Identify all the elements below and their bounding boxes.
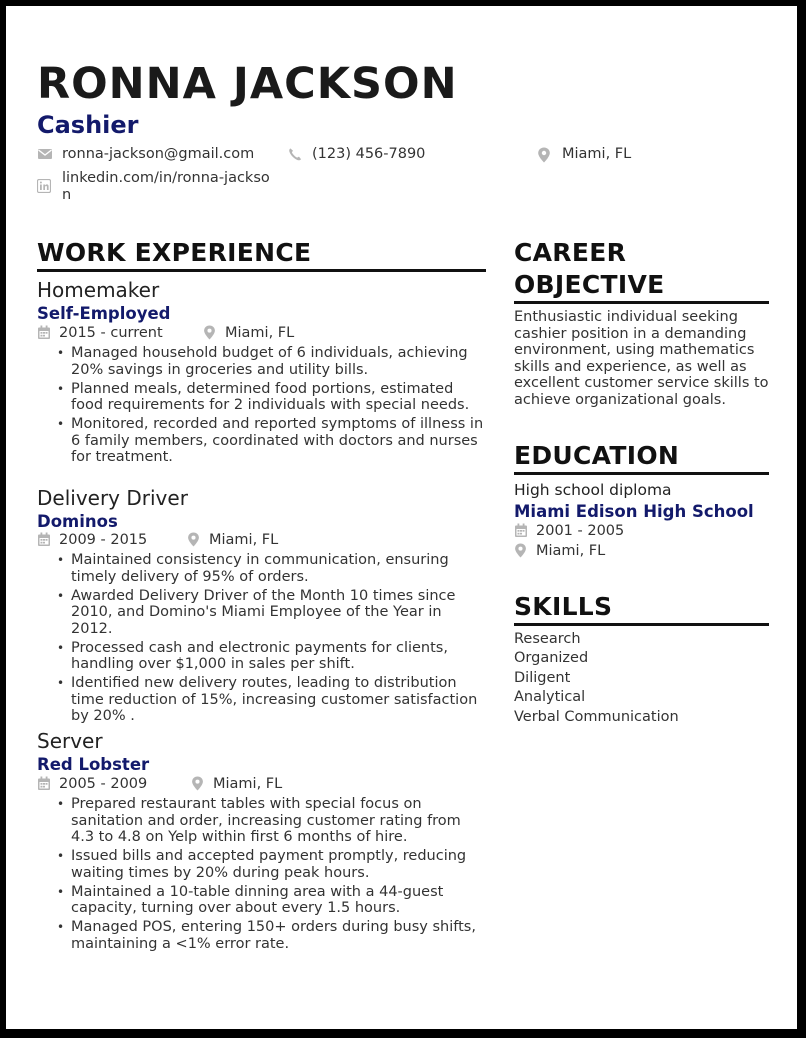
map-pin-icon (191, 776, 204, 791)
contact-linkedin[interactable] (37, 170, 287, 206)
education-dates-text: 2001 - 2005 (536, 523, 625, 539)
phone-icon (287, 147, 303, 162)
job-location (187, 531, 307, 549)
phone-text: (123) 456-7890 (312, 146, 426, 162)
list-item: • Maintained consistency in communication, ensuring timely delivery of 95% of orders. (57, 552, 487, 585)
envelope-icon (37, 147, 53, 161)
list-item: • Processed cash and electronic payments for clients, handling over $1,000 in sales per shift. (57, 640, 487, 673)
job-company: Self-Employed (37, 304, 171, 323)
map-pin-icon (514, 543, 527, 558)
job-bullets (57, 552, 487, 727)
education-location (514, 542, 664, 560)
linkedin-text-line2: n (62, 187, 72, 203)
list-item: • Managed POS, entering 150+ orders during busy shifts, maintaining a <1% error rate. (57, 919, 487, 952)
candidate-name: RONNA JACKSON (37, 59, 458, 109)
linkedin-icon (37, 179, 51, 193)
calendar-icon (514, 523, 528, 538)
skill-item: Verbal Communication (514, 708, 679, 725)
job-dates-text: 2015 - current (59, 325, 163, 341)
work-heading-rule (37, 269, 486, 272)
job-company: Red Lobster (37, 755, 150, 774)
calendar-icon (37, 776, 51, 791)
location-text: Miami, FL (562, 146, 632, 162)
work-experience-heading: WORK EXPERIENCE (37, 238, 312, 267)
skill-item: Diligent (514, 669, 571, 686)
list-item: • Prepared restaurant tables with special focus on sanitation and order, increasing customer rating from 4.3 to 4.8 on Yelp within first 6 months of hire. (57, 796, 487, 846)
career-objective-heading-line1: CAREER (514, 238, 627, 267)
contact-email[interactable] (37, 146, 277, 164)
job-bullets (57, 796, 487, 955)
job-dates (37, 324, 197, 342)
list-item: • Issued bills and accepted payment promptly, reducing waiting times by 20% during peak hours. (57, 848, 487, 881)
objective-text: Enthusiastic individual seeking cashier position in a demanding environment, using mathematics skills and experience, as well as excellent customer service skills to achieve organizational goals. (514, 309, 769, 408)
job-bullets (57, 345, 487, 468)
list-item: • Managed household budget of 6 individuals, achieving 20% savings in groceries and utility bills. (57, 345, 487, 378)
job-location-text: Miami, FL (213, 776, 283, 792)
job-title: Server (37, 729, 103, 753)
job-dates-text: 2005 - 2009 (59, 776, 148, 792)
list-item: • Planned meals, determined food portions, estimated food requirements for 2 individuals with special needs. (57, 381, 487, 414)
education-degree: High school diploma (514, 481, 672, 499)
job-title-headline: Cashier (37, 111, 139, 139)
job-title: Delivery Driver (37, 486, 188, 510)
job-location-text: Miami, FL (225, 325, 295, 341)
contact-phone[interactable] (287, 146, 447, 164)
skill-item: Research (514, 631, 581, 647)
job-title: Homemaker (37, 278, 160, 302)
list-item: • Awarded Delivery Driver of the Month 10 times since 2010, and Domino's Miami Employee of the Year in 2012. (57, 588, 487, 638)
map-pin-icon (537, 147, 551, 163)
calendar-icon (37, 325, 51, 340)
objective-heading-rule (514, 301, 769, 304)
job-dates (37, 775, 187, 793)
skills-list (514, 630, 769, 727)
job-dates (37, 531, 187, 549)
list-item: • Monitored, recorded and reported symptoms of illness in 6 family members, coordinated with doctors and nurses for treatment. (57, 416, 487, 466)
education-location-text: Miami, FL (536, 543, 606, 559)
linkedin-text-line1: linkedin.com/in/ronna-jackso (62, 170, 270, 186)
skill-item: Analytical (514, 689, 586, 706)
map-pin-icon (187, 532, 200, 547)
contact-location (537, 146, 657, 164)
education-heading-rule (514, 472, 769, 475)
list-item: • Identified new delivery routes, leading to distribution time reduction of 15%, increasing customer satisfaction by 20% . (57, 675, 487, 725)
education-heading: EDUCATION (514, 441, 680, 470)
map-pin-icon (203, 325, 216, 340)
email-text: ronna-jackson@gmail.com (62, 146, 255, 162)
job-location (191, 775, 311, 793)
skills-heading: SKILLS (514, 592, 613, 621)
calendar-icon (37, 532, 51, 547)
job-location (203, 324, 323, 342)
education-dates (514, 522, 664, 540)
skills-heading-rule (514, 623, 769, 626)
career-objective-heading-line2: OBJECTIVE (514, 270, 665, 299)
list-item: • Maintained a 10-table dinning area with a 44-guest capacity, turning over about every 1.5 hours. (57, 884, 487, 917)
skill-item: Organized (514, 650, 589, 667)
job-location-text: Miami, FL (209, 532, 279, 548)
job-company: Dominos (37, 512, 118, 531)
education-school: Miami Edison High School (514, 502, 754, 521)
job-dates-text: 2009 - 2015 (59, 532, 148, 548)
